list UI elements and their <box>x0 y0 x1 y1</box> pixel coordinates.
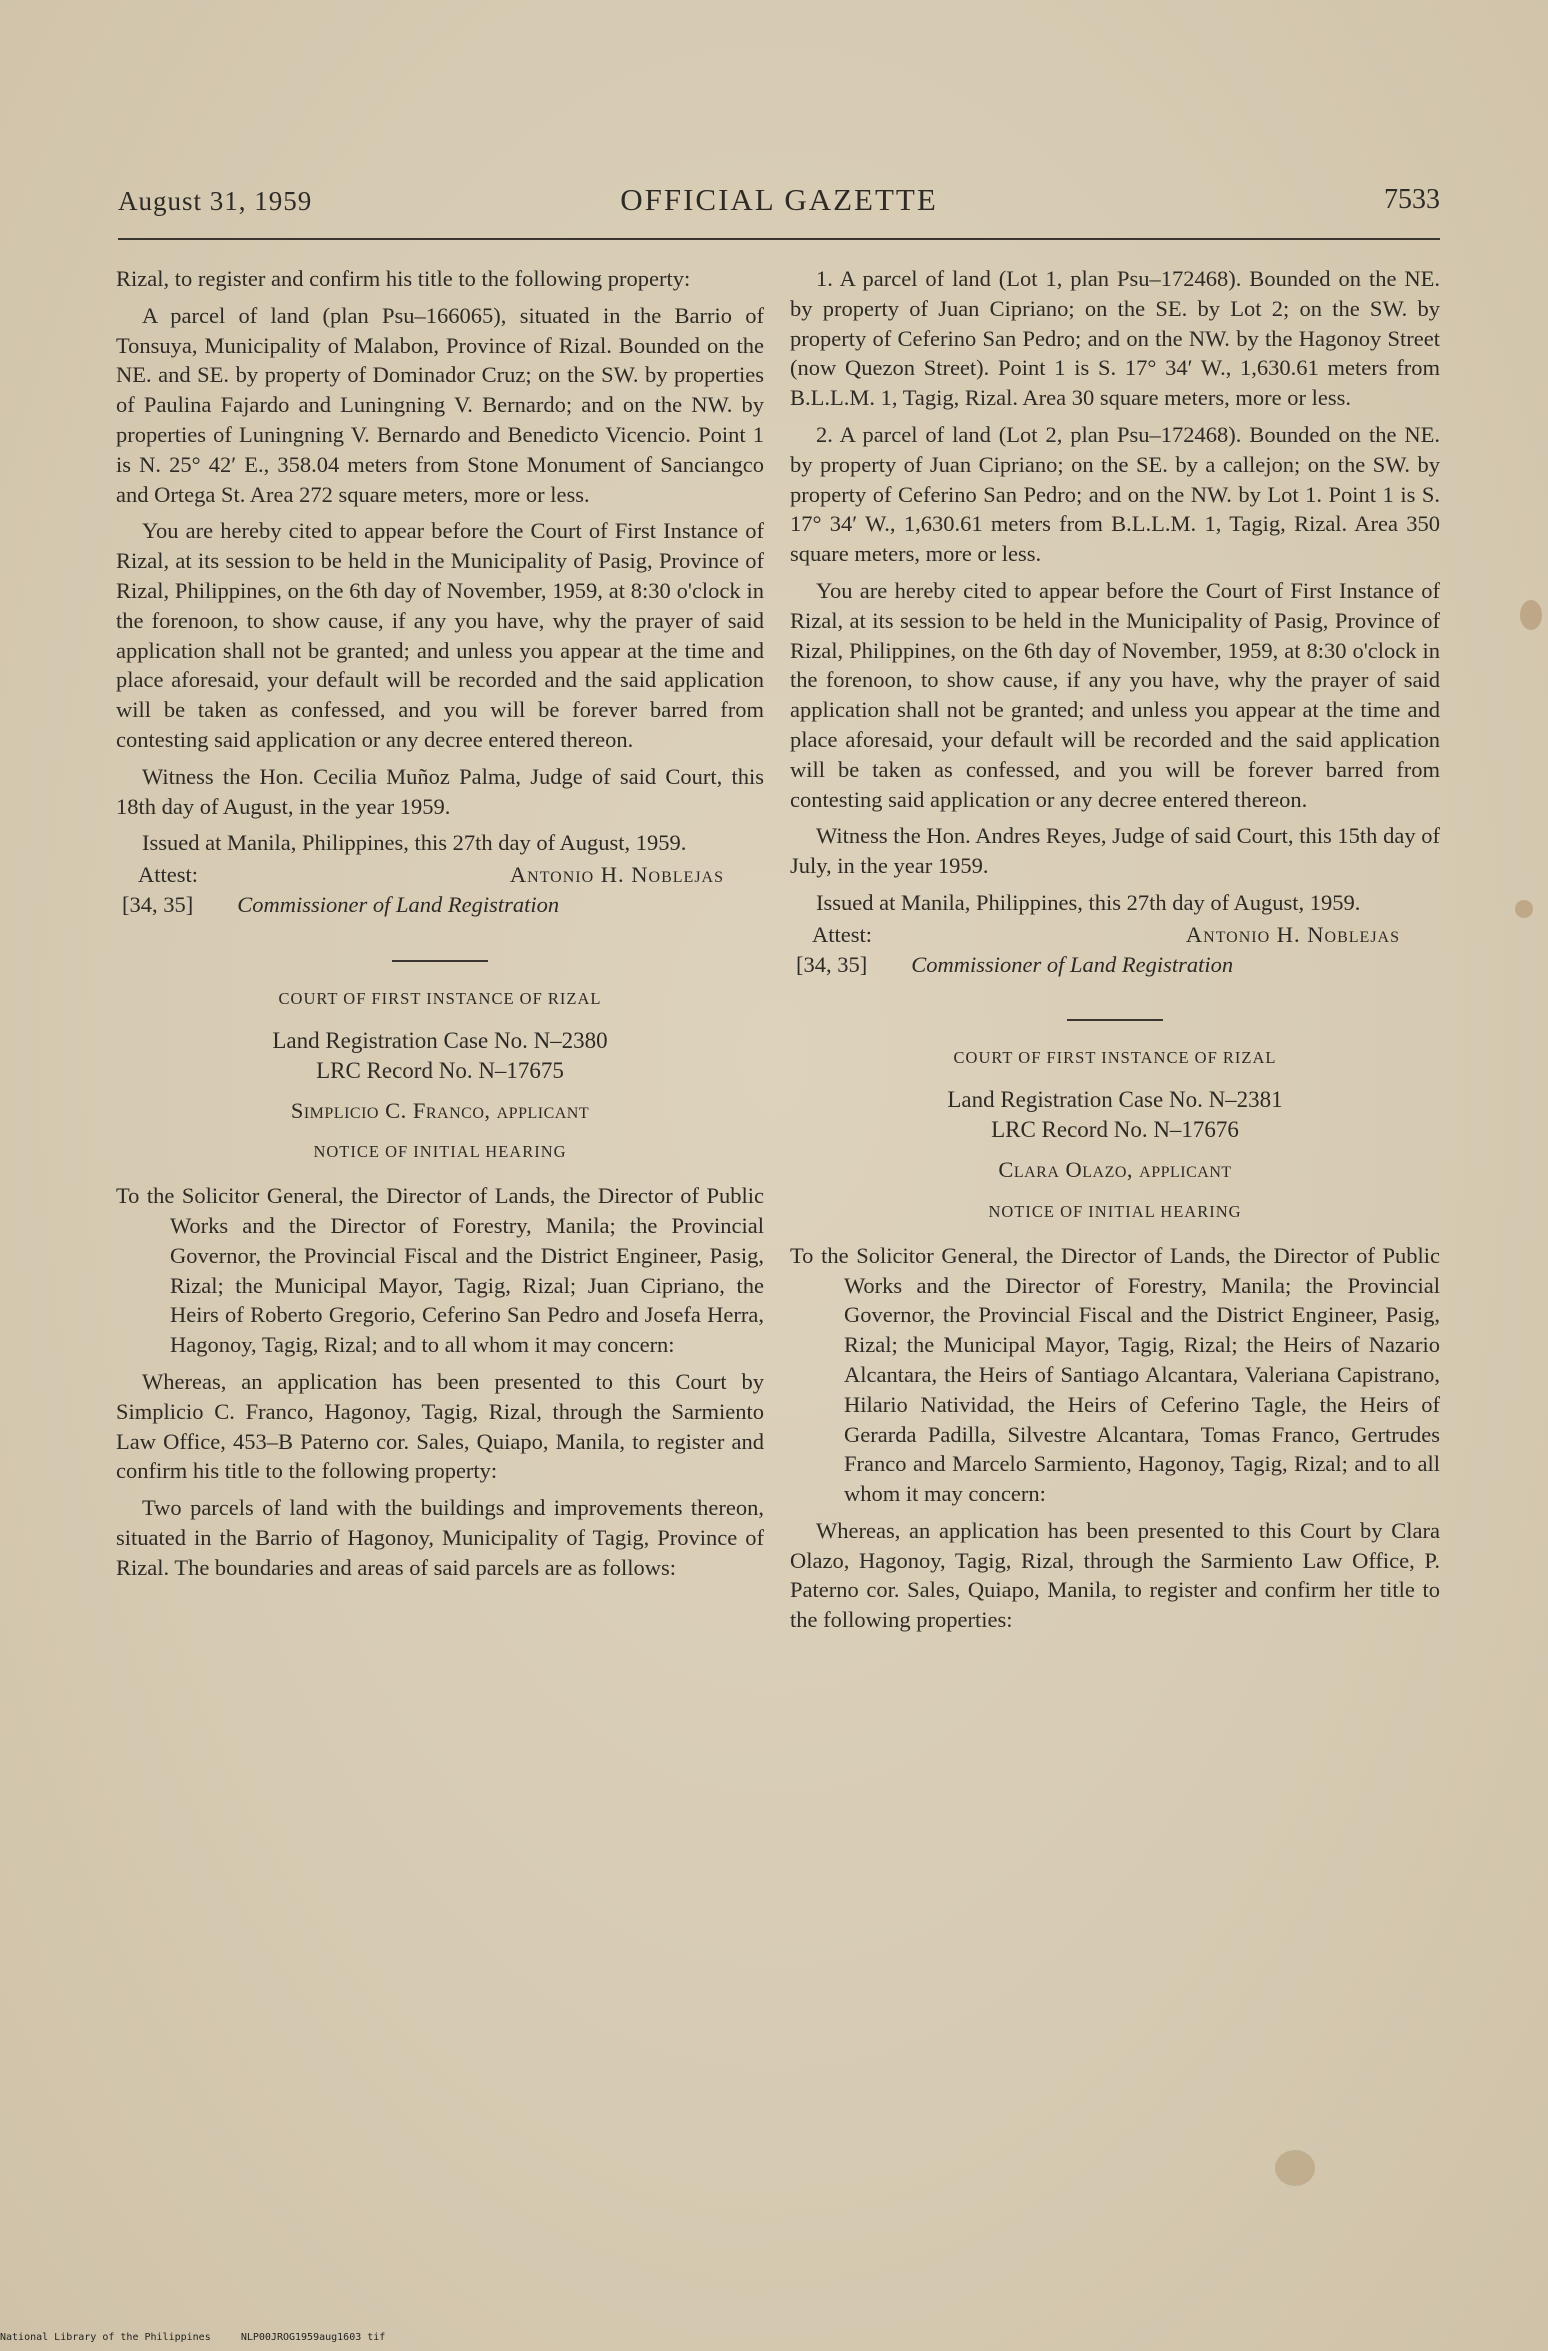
page-header <box>118 178 1440 228</box>
paragraph: 1. A parcel of land (Lot 1, plan Psu–172468). Bounded on the NE. by property of Juan Cipriano; on the SE. by Lot 2; on the SW. by property of Ceferino San Pedro; and on the NW. by the Hagonoy Street (now Quezon Street). Point 1 is S. 17° 34′ W., 1,630.61 meters from B.L.L.M. 1, Tagig, Rizal. Area 30 square meters, more or less. <box>790 266 1440 411</box>
notice-heading: NOTICE OF INITIAL HEARING <box>988 1201 1242 1221</box>
attest-signatory: Antonio H. Noblejas <box>1185 921 1400 947</box>
attest-ref: [34, 35] <box>122 891 194 917</box>
paper-stain <box>1515 900 1533 918</box>
court-heading: COURT OF FIRST INSTANCE OF RIZAL <box>953 1048 1277 1068</box>
record-number: LRC Record No. N–17676 <box>991 1117 1239 1143</box>
attest-role: Commissioner of Land Registration <box>237 891 560 917</box>
attest-role-line <box>796 950 1440 980</box>
paragraph: 2. A parcel of land (Lot 2, plan Psu–172468). Bounded on the NE. by property of Juan Cipriano; on the SE. by a callejon; on the SW. by property of Ceferino San Pedro; and on the NW. by Lot 1. Point 1 is S. 17° 34′ W., 1,630.61 meters from B.L.L.M. 1, Tagig, Rizal. Area 350 square meters, more or less. <box>790 421 1440 567</box>
attest-label: Attest: <box>138 862 198 888</box>
paragraph: Witness the Hon. Andres Reyes, Judge of said Court, this 15th day of July, in the year 1959. <box>790 823 1440 879</box>
attest-role-line <box>122 890 764 920</box>
paragraph: A parcel of land (plan Psu–166065), situated in the Barrio of Tonsuya, Municipality of Malabon, Province of Rizal. Bounded on the NE. and SE. by property of Dominador Cruz; on the SW. by properties of Paulina Fajardo and Luningning V. Bernardo; and on the NW. by properties of Luningning V. Bernardo and Benedicto Vicencio. Point 1 is N. 25° 42′ E., 358.04 meters from Stone Monument of Sanciangco and Ortega St. Area 272 square meters, more or less. <box>116 302 764 507</box>
header-date: August 31, 1959 <box>118 186 313 216</box>
section-divider <box>1067 1019 1163 1021</box>
paragraph: Whereas, an application has been presented to this Court by Clara Olazo, Hagonoy, Tagig, Rizal, through the Sarmiento Law Office, P. Paterno cor. Sales, Quiapo, Manila, to register and confirm her title to the following properties: <box>790 1517 1440 1633</box>
record-number: LRC Record No. N–17675 <box>316 1057 564 1083</box>
left-column <box>116 264 764 1589</box>
addressees: To the Solicitor General, the Director of Lands, the Director of Public Works and the Director of Forestry, Manila; the Provincial Governor, the Provincial Fiscal and the District Engineer, Pasig, Rizal; the Municipal Mayor, Tagig, Rizal; Juan Cipriano, the Heirs of Roberto Gregorio, Ceferino San Pedro and Josefa Herra, Hagonoy, Tagig, Rizal; and to all whom it may concern: <box>116 1183 764 1358</box>
scan-footer: National Library of the Philippines NLP00JROG1959aug1603 tif <box>0 2332 386 2343</box>
paragraph: Issued at Manila, Philippines, this 27th day of August, 1959. <box>142 830 687 856</box>
right-column <box>790 264 1440 1642</box>
paper-stain <box>1520 600 1542 630</box>
attest-line <box>812 920 1440 950</box>
court-heading: COURT OF FIRST INSTANCE OF RIZAL <box>278 988 602 1008</box>
attest-signatory: Antonio H. Noblejas <box>509 862 724 888</box>
attest-role: Commissioner of Land Registration <box>911 951 1234 977</box>
attest-label: Attest: <box>812 921 872 947</box>
paragraph: Witness the Hon. Cecilia Muñoz Palma, Judge of said Court, this 18th day of August, in the year 1959. <box>116 763 764 819</box>
paragraph: You are hereby cited to appear before the Court of First Instance of Rizal, at its session to be held in the Municipality of Pasig, Province of Rizal, Philippines, on the 6th day of November, 1959, at 8:30 o'clock in the forenoon, to show cause, if any you have, why the prayer of said application shall not be granted; and unless you appear at the time and place aforesaid, your default will be recorded and the said application will be taken as confessed, and you will be forever barred from contesting said application or any decree entered thereon. <box>790 577 1440 812</box>
case-number: Land Registration Case No. N–2380 <box>272 1027 608 1053</box>
case-number: Land Registration Case No. N–2381 <box>947 1087 1283 1113</box>
header-title: OFFICIAL GAZETTE <box>620 182 938 217</box>
paragraph: Whereas, an application has been presented to this Court by Simplicio C. Franco, Hagonoy, Tagig, Rizal, through the Sarmiento Law Office, 453–B Paterno cor. Sales, Quiapo, Manila, to register and confirm his title to the following property: <box>116 1368 764 1484</box>
notice-heading: NOTICE OF INITIAL HEARING <box>313 1142 567 1162</box>
paragraph: Two parcels of land with the buildings and improvements thereon, situated in the Barrio of Hagonoy, Municipality of Tagig, Province of Rizal. The boundaries and areas of said parcels are as follows: <box>116 1495 764 1580</box>
paper-stain <box>1275 2150 1315 2186</box>
paragraph: Rizal, to register and confirm his title to the following property: <box>116 266 691 291</box>
applicant: Clara Olazo, applicant <box>998 1157 1232 1183</box>
addressees: To the Solicitor General, the Director of Lands, the Director of Public Works and the Director of Forestry, Manila; the Provincial Governor, the Provincial Fiscal and the District Engineer, Pasig, Rizal; the Municipal Mayor, Tagig, Rizal; the Heirs of Nazario Alcantara, the Heirs of Santiago Alcantara, Valeriana Capistrano, Hilario Natividad, the Heirs of Ceferino Tagle, the Heirs of Gerarda Padilla, Silvestre Alcantara, Tomas Franco, Gertrudes Franco and Marcelo Sarmiento, Hagonoy, Tagig, Rizal; and to all whom it may concern: <box>790 1242 1440 1507</box>
paragraph: You are hereby cited to appear before the Court of First Instance of Rizal, at its session to be held in the Municipality of Pasig, Province of Rizal, Philippines, on the 6th day of November, 1959, at 8:30 o'clock in the forenoon, to show cause, if any you have, why the prayer of said application shall not be granted; and unless you appear at the time and place aforesaid, your default will be recorded and the said application will be taken as confessed, and you will be forever barred from contesting said application or any decree entered thereon. <box>116 518 764 752</box>
attest-line <box>138 860 764 890</box>
header-page-number: 7533 <box>1384 184 1440 215</box>
section-divider <box>392 960 488 962</box>
attest-ref: [34, 35] <box>796 951 868 977</box>
header-rule <box>118 238 1440 240</box>
paragraph: Issued at Manila, Philippines, this 27th day of August, 1959. <box>816 889 1361 915</box>
applicant: Simplicio C. Franco, applicant <box>290 1097 590 1123</box>
